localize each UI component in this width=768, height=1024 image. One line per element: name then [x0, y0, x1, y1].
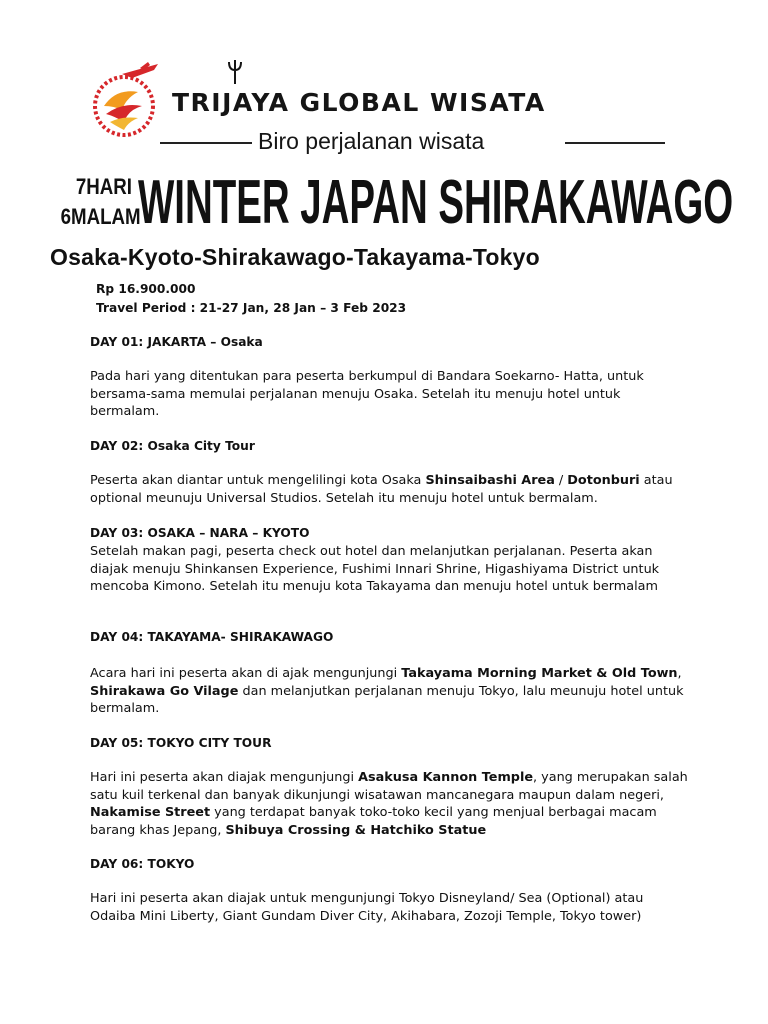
tour-route: Osaka-Kyoto-Shirakawago-Takayama-Tokyo — [50, 244, 540, 270]
travel-period: Travel Period : 21-27 Jan, 28 Jan – 3 Feb 2023 — [96, 301, 407, 315]
day-02-text: atau optional meunuju Universal Studios. Setelah itu menuju hotel untuk bermalam. — [90, 473, 673, 506]
trident-icon — [225, 58, 245, 84]
day-05-highlight-nakamise: Nakamise Street — [90, 805, 211, 821]
day-05-highlight-asakusa: Asakusa Kannon Temple — [358, 770, 534, 785]
day-04-title: DAY 04: TAKAYAMA- SHIRAKAWAGO — [90, 630, 334, 644]
pricing-block — [96, 280, 406, 318]
tagline-row — [160, 128, 670, 158]
brand-tagline: Biro perjalanan wisata — [258, 128, 485, 154]
day-02-highlight-shinsaibashi: Shinsaibashi Area — [425, 473, 555, 488]
day-05-text: yang terdapat banyak toko-toko kecil yang menjual berbagai macam barang khas Jepang, — [90, 805, 657, 838]
day-05-title: DAY 05: TOKYO CITY TOUR — [90, 736, 272, 750]
duration-nights: 6MALAM — [60, 204, 141, 229]
day-04-text: , — [677, 666, 682, 681]
tour-price: Rp 16.900.000 — [96, 282, 196, 296]
day-03-title: DAY 03: OSAKA – NARA – KYOTO — [90, 526, 310, 540]
brand-name: TRIJAYA GLOBAL WISATA — [172, 88, 546, 117]
day-04-description — [90, 665, 690, 718]
duration-days: 7HARI — [75, 174, 132, 199]
tour-duration — [48, 172, 141, 232]
day-01-title: DAY 01: JAKARTA – Osaka — [90, 335, 263, 349]
company-logo — [92, 50, 672, 160]
day-02-description — [90, 472, 690, 507]
tagline-rule-left — [160, 142, 252, 144]
day-06-title: DAY 06: TOKYO — [90, 857, 195, 871]
day-02-title: DAY 02: Osaka City Tour — [90, 439, 255, 453]
day-04-text: dan melanjutkan perjalanan menuju Tokyo, lalu meunuju hotel untuk bermalam. — [90, 683, 684, 717]
day-04-text: Acara hari ini peserta akan di ajak mengunjungi — [90, 666, 402, 681]
day-05-description — [90, 769, 690, 839]
day-06-description: Hari ini peserta akan diajak untuk mengunjungi Tokyo Disneyland/ Sea (Optional) atau Odaiba Mini Liberty, Giant Gundam Diver City, Akihabara, Zozoji Temple, Tokyo tower) — [90, 891, 644, 924]
trijaya-emblem-icon — [92, 62, 162, 142]
day-02-highlight-dotonburi: Dotonburi — [567, 473, 640, 488]
day-02-text: / — [554, 473, 568, 488]
day-01-description: Pada hari yang ditentukan para peserta berkumpul di Bandara Soekarno- Hatta, untuk bersama-sama memulai perjalanan menuju Osaka. Setelah itu menuju hotel untuk bermalam. — [90, 369, 644, 420]
day-05-highlight-shibuya: Shibuya Crossing & Hatchiko Statue — [225, 822, 487, 838]
day-03-description: Setelah makan pagi, peserta check out hotel dan melanjutkan perjalanan. Peserta akan diajak menuju Shinkansen Experience, Fushimi Innari Shrine, Higashiyama District untuk mencoba Kimono. Setelah itu menuju kota Takayama dan menuju hotel untuk bermalam — [90, 544, 660, 595]
day-04-highlight-takayama: Takayama Morning Market & Old Town — [401, 666, 678, 681]
day-02-text: Peserta akan diantar untuk mengelilingi kota Osaka — [90, 473, 426, 488]
tour-title: WINTER JAPAN SHIRAKAWAGO — [138, 168, 734, 237]
tagline-rule-right — [565, 142, 665, 144]
day-05-text: , yang merupakan salah satu kuil terkenal dan banyak dikunjungi wisatawan mancanegara maupun dalam negeri, — [90, 770, 688, 803]
day-04-highlight-shirakawago: Shirakawa Go Vilage — [90, 683, 239, 699]
day-05-text: Hari ini peserta akan diajak mengunjungi — [90, 770, 359, 785]
